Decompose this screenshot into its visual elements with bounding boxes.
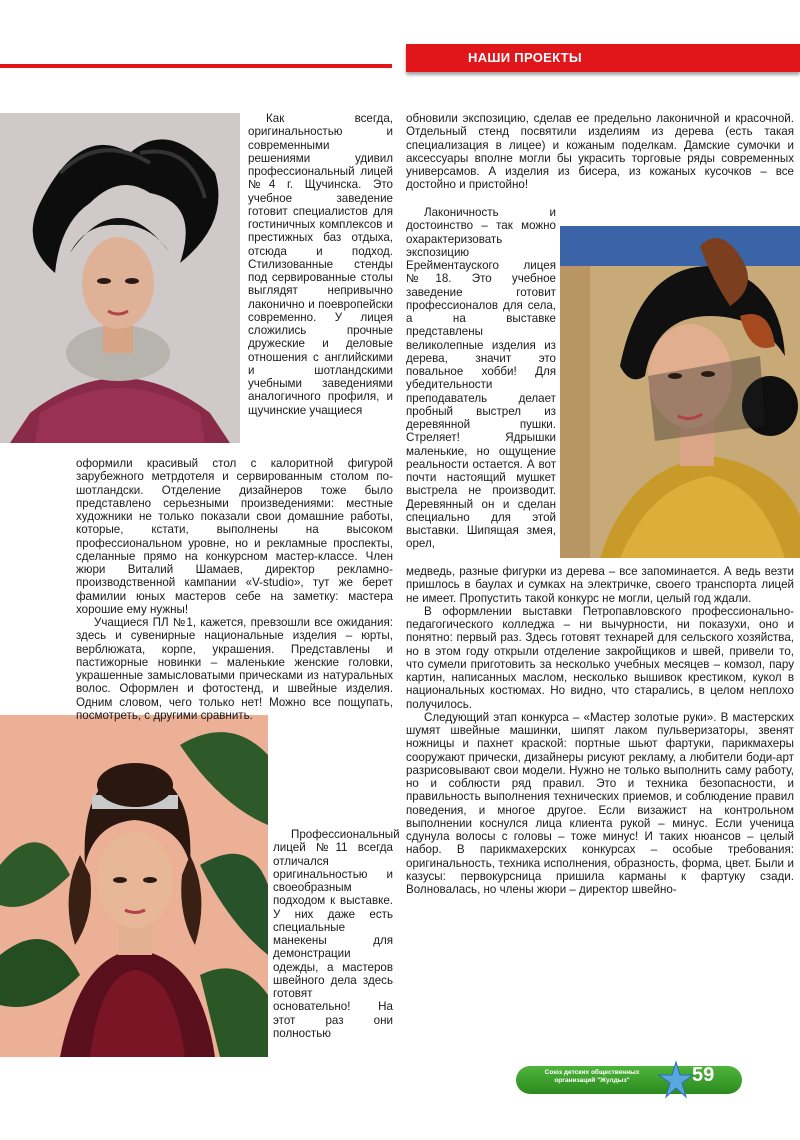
page-number: 59 bbox=[692, 1064, 715, 1086]
star-icon bbox=[658, 1060, 694, 1100]
paragraph: медведь, разные фигурки из дерева – все запоминается. А ведь везти пришлось в баулах и сумках на электричке, своего транспорта лицей не имеет. Пропустить такой конкурс не могли, целый год ждали. bbox=[406, 565, 794, 605]
footer-badge bbox=[516, 1060, 742, 1100]
paragraph: обновили экспозицию, сделав ее предельно лаконичной и красочной. Отдельный стенд посвятили изделиям из дерева (есть такая специализация в лицее) и кожаным поделкам. Дамские сумочки и аксессуары вполне могли бы украсить торговые ряды современных универсамов. А изделия из бисера, из кожаных кусочков – все достойно и пристойно! bbox=[406, 112, 794, 192]
footer-org: Союз детских общественных организаций "Жулдыз" bbox=[544, 1069, 640, 1084]
girl-red-dress-photo bbox=[0, 715, 268, 1057]
paragraph: Профессиональный лицей №11 всегда отличался оригинальностью и своеобразным подходом к выставке. У них даже есть специальные манекены для демонстрации одежды, а мастеров швейного дела здесь готовят основательно! На этот раз они полностью bbox=[273, 828, 400, 1040]
col2-full-bottom bbox=[406, 565, 794, 896]
paragraph: оформили красивый стол с калоритной фигурой зарубежного метрдотеля и сервированным столом по-шотландски. Отделение дизайнеров тоже было представлено серьезными произведениями: местные художники не только показали свои домашние работы, которые, кстати, выполнены на высоком профессиональном уровне, но и рекламные проспекты, сделанные прямо на конкурсном мастер-классе. Член жюри Виталий Шамаев, директор рекламно-производственной кампании «V-studio», тут же берет фамилии юных мастеров себе на заметку: мастера хорошие ему нужны! bbox=[76, 457, 393, 616]
col1-wrap-top bbox=[248, 112, 393, 417]
col1-wrap-bottom bbox=[273, 828, 400, 1040]
paragraph: Учащиеся ПЛ №1, кажется, превзошли все ожидания: здесь и сувенирные национальные изделия – юрты, верблюжата, корпе, украшения. Представлены и пастижорные новинки – маленькие женские головки, украшенные замысловатыми прическами из натуральных волос. Оформлен и фотостенд, и швейные изделия. Одним словом, чего только нет! Можно все пощупать, посмотреть, с другими сравнить. bbox=[76, 616, 393, 722]
paragraph: В оформлении выставки Петропавловского профессионально-педагогического колледжа – ни вычурности, ни показухи, оно и понятно: первый раз. Здесь готовят технарей для сельского хозяйства, но в этом году открыли отделение закройщиков и швей, привели то, что сумели приготовить за несколько учебных месяцев – комзол, пару картин, написанных маслом, несколько вышивок крестиком, кукол в национальных костюмах. Но видно, что старались, в целом неплохо получилось. bbox=[406, 604, 794, 711]
paragraph: Лаконичность и достоинство – так можно охарактеризовать экспозицию Ерейментауского лицея №18. Это учебное заведение готовит профессионалов для села, а на выставке представлены великолепные изделия из дерева, значит это повальное хобби! Для убедительности преподаватель делает пробный выстрел из деревянной пушки. Стреляет! Ядрышки маленькие, но ощущение реальности остается. А вот почти настоящий мушкет выстрела не производит. Деревянный он и сделан специально для этой выставки. Шипящая змея, орел, bbox=[406, 206, 556, 551]
paragraph: Следующий этап конкурса – «Мастер золотые руки». В мастерских шумят швейные машинки, шипят лаком пульверизаторы, звенят ножницы и пахнет краской: портные шьют фартуки, парикмахеры сооружают прически, дизайнеры рисуют рекламу, а любители боди-арт разрисовывают свои модели. Нужно не только выполнить саму работу, но и соблюсти ряд правил. Это и техника безопасности, и правильность выполнения технических приемов, и соблюдение правил поведения, и многое другое. Если визажист на контрольном выполнении коснулся лица клиента рукой – минус. Если ученица сдунула волосы с головы – тоже минус! И таких нюансов – целый набор. В парикмахерских конкурсах – особые требования: оригинальность, техника исполнения, образность, форма, цвет. Были и казусы: первокурсница пришила карманы к фартуку сзади. Волновалась, но члены жюри – директор швейно- bbox=[406, 710, 794, 896]
girl-black-hat-photo bbox=[0, 113, 240, 443]
paragraph: Как всегда, оригинальностью и современными решениями удивил профессиональный лицей №4 г. Щучинска. Это учебное заведение готовит специалистов для гостиничных комплексов и престижных баз отдыха, отсюда и подход. Стилизованные стенды под сервированные столы выглядят непривычно лаконично и поевропейски современно. У лицея сложились прочные дружеские и деловые отношения с английскими и шотландскими учебными заведениями аналогичного профиля, и щучинские учащиеся bbox=[248, 112, 393, 417]
header-rule bbox=[0, 64, 392, 68]
col2-full-top bbox=[406, 112, 794, 192]
col1-full bbox=[76, 457, 393, 722]
section-title: НАШИ ПРОЕКТЫ bbox=[406, 44, 800, 72]
col2-wrap bbox=[406, 206, 556, 551]
girl-gold-dress-photo bbox=[560, 226, 800, 558]
